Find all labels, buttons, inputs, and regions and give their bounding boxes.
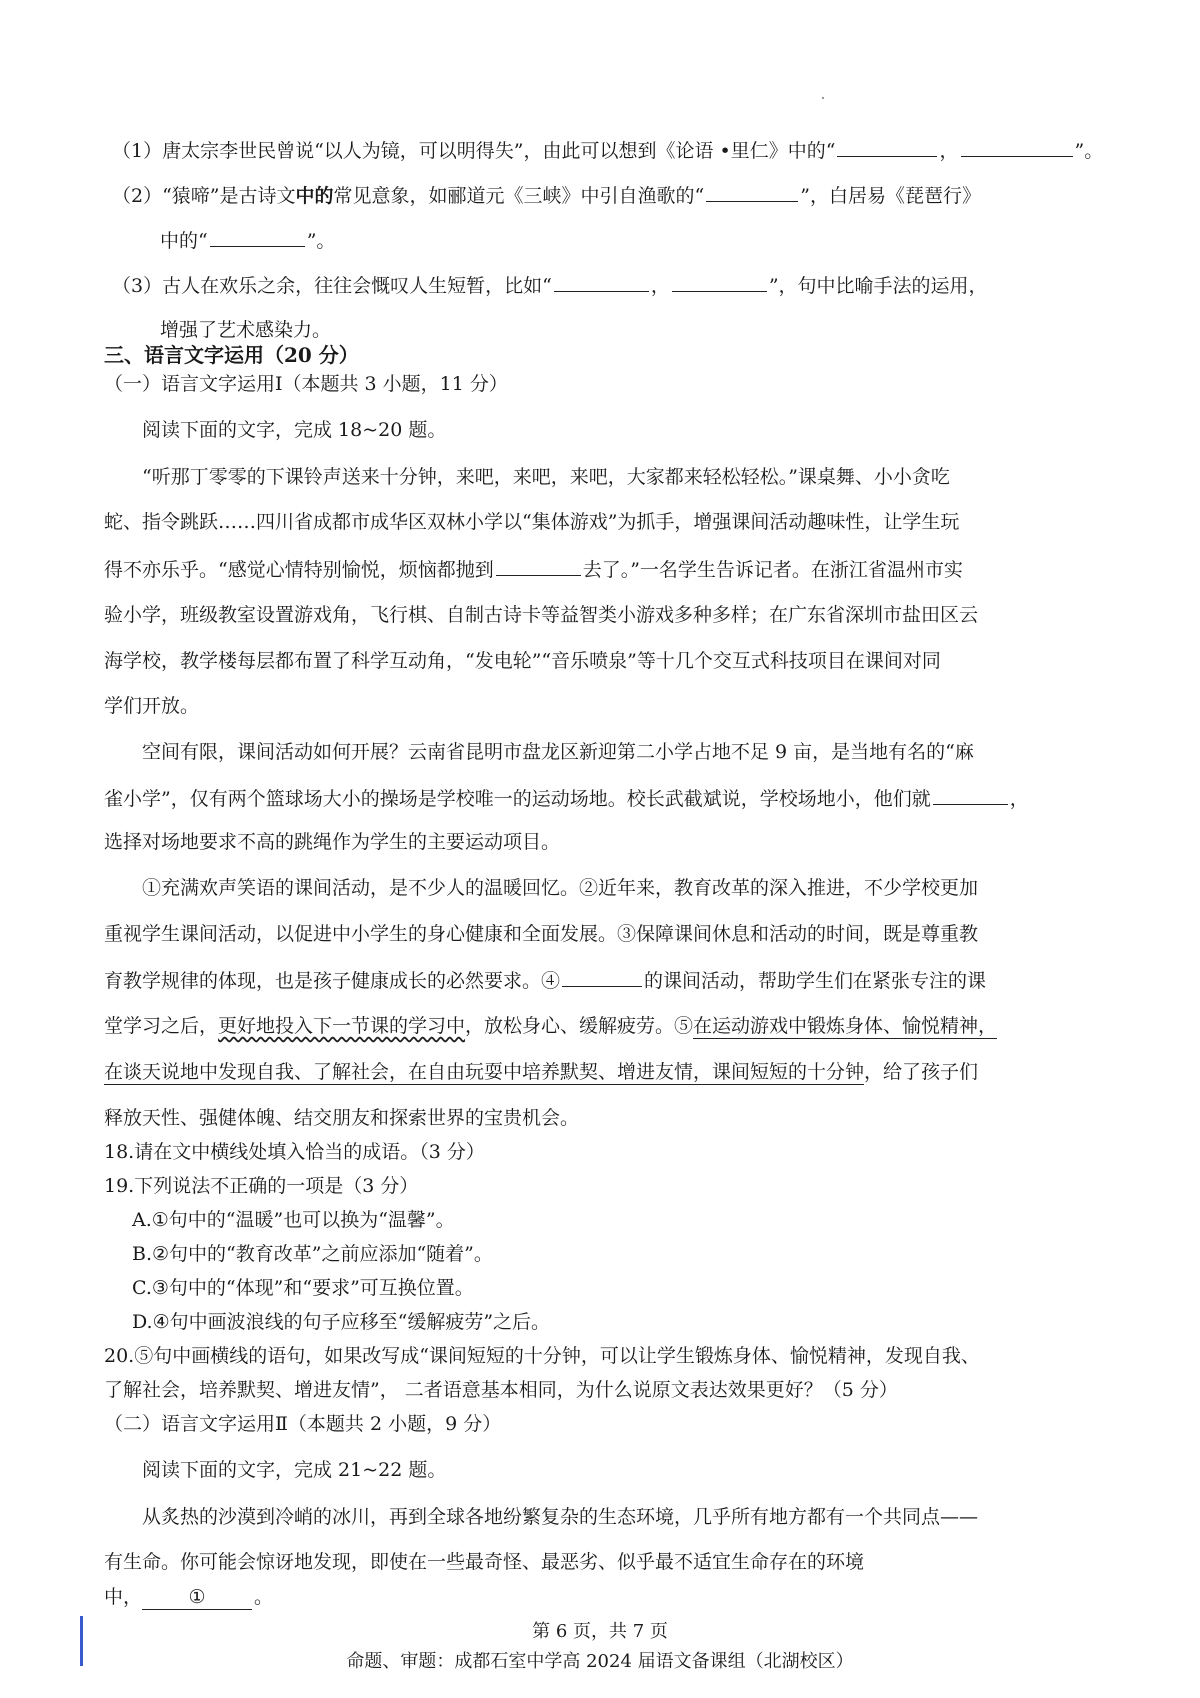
wavy-underlined-phrase: 更好地投入下一节课的学习中	[218, 1015, 466, 1037]
question-2: （2）“猿啼”是古诗文中的常见意象，如郦道元《三峡》中引自渔歌的“ ”，白居易《琵琶行》	[112, 185, 981, 207]
option-d[interactable]: D.④句中画波浪线的句子应移至“缓解疲劳”之后。	[132, 1311, 551, 1333]
option-c[interactable]: C.③句中的“体现”和“要求”可互换位置。	[132, 1277, 474, 1299]
answer-blank[interactable]	[672, 273, 767, 292]
passage-line: 海学校，教学楼每层都布置了科学互动角，“发电轮”“音乐喷泉”等十几个交互式科技项目在课间对同	[104, 650, 941, 672]
answer-blank[interactable]	[210, 228, 305, 247]
answer-blank[interactable]	[496, 557, 581, 576]
answer-blank[interactable]	[961, 138, 1073, 157]
passage-line: “听那丁零零的下课铃声送来十分钟，来吧，来吧，来吧，大家都来轻松轻松。”课桌舞、小小贪吃	[142, 466, 950, 488]
answer-blank[interactable]: ①	[142, 1585, 252, 1610]
passage-line: 在谈天说地中发现自我、了解社会，在自由玩耍中培养默契、增进友情，课间短短的十分钟，给了孩子们	[104, 1061, 979, 1083]
passage-line: 中， ① 。	[104, 1586, 274, 1608]
answer-blank[interactable]	[837, 138, 937, 157]
passage-line: 有生命。你可能会惊讶地发现，即使在一些最奇怪、最恶劣、似乎最不适宜生命存在的环境	[104, 1551, 865, 1573]
page-number: 第 6 页，共 7 页	[532, 1621, 668, 1642]
footer-credit: 命题、审题：成都石室中学高 2024 届语文备课组（北湖校区）	[346, 1651, 854, 1672]
underlined-phrase: 在谈天说地中发现自我、了解社会，在自由玩耍中培养默契、增进友情，课间短短的十分钟	[104, 1061, 865, 1083]
passage-line: 育教学规律的体现，也是孩子健康成长的必然要求。④ 的课间活动，帮助学生们在紧张专注的课	[104, 970, 987, 992]
scan-speck	[822, 97, 824, 99]
underlined-phrase: 在运动游戏中锻炼身体、愉悦精神，	[693, 1015, 998, 1037]
passage-line: 堂学习之后，更好地投入下一节课的学习中，放松身心、缓解疲劳。⑤在运动游戏中锻炼身体、愉悦精神，	[104, 1015, 998, 1037]
instruction: 阅读下面的文字，完成 21~22 题。	[142, 1459, 447, 1481]
passage-line: 雀小学”，仅有两个篮球场大小的操场是学校唯一的运动场地。校长武截斌说，学校场地小，他们就 ，	[104, 788, 1029, 810]
option-a[interactable]: A.①句中的“温暖”也可以换为“温馨”。	[132, 1209, 455, 1231]
instruction: 阅读下面的文字，完成 18~20 题。	[142, 419, 447, 441]
answer-blank[interactable]	[562, 968, 642, 987]
passage-line: 得不亦乐乎。“感觉心情特别愉悦，烦恼都抛到 去了。”一名学生告诉记者。在浙江省温州市实	[104, 559, 963, 581]
answer-blank[interactable]	[554, 273, 649, 292]
question-2-cont: 中的“ ”。	[160, 230, 336, 252]
passage-line: 释放天性、强健体魄、结交朋友和探索世界的宝贵机会。	[104, 1107, 580, 1129]
subsection-heading: （二）语言文字运用Ⅱ（本题共 2 小题，9 分）	[104, 1413, 502, 1435]
passage-line: 选择对场地要求不高的跳绳作为学生的主要运动项目。	[104, 831, 561, 853]
question-3: （3）古人在欢乐之余，往往会慨叹人生短暂，比如“ ， ”，句中比喻手法的运用，	[112, 275, 988, 297]
passage-line: 从炙热的沙漠到冷峭的冰川，再到全球各地纷繁复杂的生态环境，几乎所有地方都有一个共同点——	[142, 1506, 979, 1528]
question-20: 20.⑤句中画横线的语句，如果改写成“课间短短的十分钟，可以让学生锻炼身体、愉悦精神，发现自我、	[104, 1345, 980, 1367]
section-heading: 三、语言文字运用（20 分）	[104, 343, 359, 367]
question-20-cont: 了解社会，培养默契、增进友情”， 二者语意基本相同，为什么说原文表达效果更好？（5 分）	[104, 1379, 898, 1401]
question-18: 18.请在文中横线处填入恰当的成语。（3 分）	[104, 1141, 485, 1163]
answer-blank[interactable]	[706, 183, 798, 202]
passage-line: 蛇、指令跳跃……四川省成都市成华区双林小学以“集体游戏”为抓手，增强课间活动趣味性，让学生玩	[104, 511, 960, 533]
question-1: （1）唐太宗李世民曾说“以人为镜，可以明得失”，由此可以想到《论语 •里仁》中的“ ， ”。	[112, 140, 1104, 162]
question-19: 19.下列说法不正确的一项是（3 分）	[104, 1175, 419, 1197]
answer-blank[interactable]	[933, 786, 1008, 805]
passage-line: 验小学，班级教室设置游戏角，飞行棋、自制古诗卡等益智类小游戏多种多样；在广东省深圳市盐田区云	[104, 604, 979, 626]
passage-line: 重视学生课间活动，以促进中小学生的身心健康和全面发展。③保障课间休息和活动的时间，既是尊重教	[104, 923, 979, 945]
question-3-cont: 增强了艺术感染力。	[160, 319, 332, 341]
passage-line: ①充满欢声笑语的课间活动，是不少人的温暖回忆。②近年来，教育改革的深入推进，不少学校更加	[142, 877, 979, 899]
passage-line: 学们开放。	[104, 695, 200, 717]
passage-line: 空间有限，课间活动如何开展？云南省昆明市盘龙区新迎第二小学占地不足 9 亩，是当地有名的“麻	[142, 741, 974, 763]
option-b[interactable]: B.②句中的“教育改革”之前应添加“随着”。	[132, 1243, 493, 1265]
subsection-heading: （一）语言文字运用Ⅰ（本题共 3 小题，11 分）	[104, 373, 508, 395]
